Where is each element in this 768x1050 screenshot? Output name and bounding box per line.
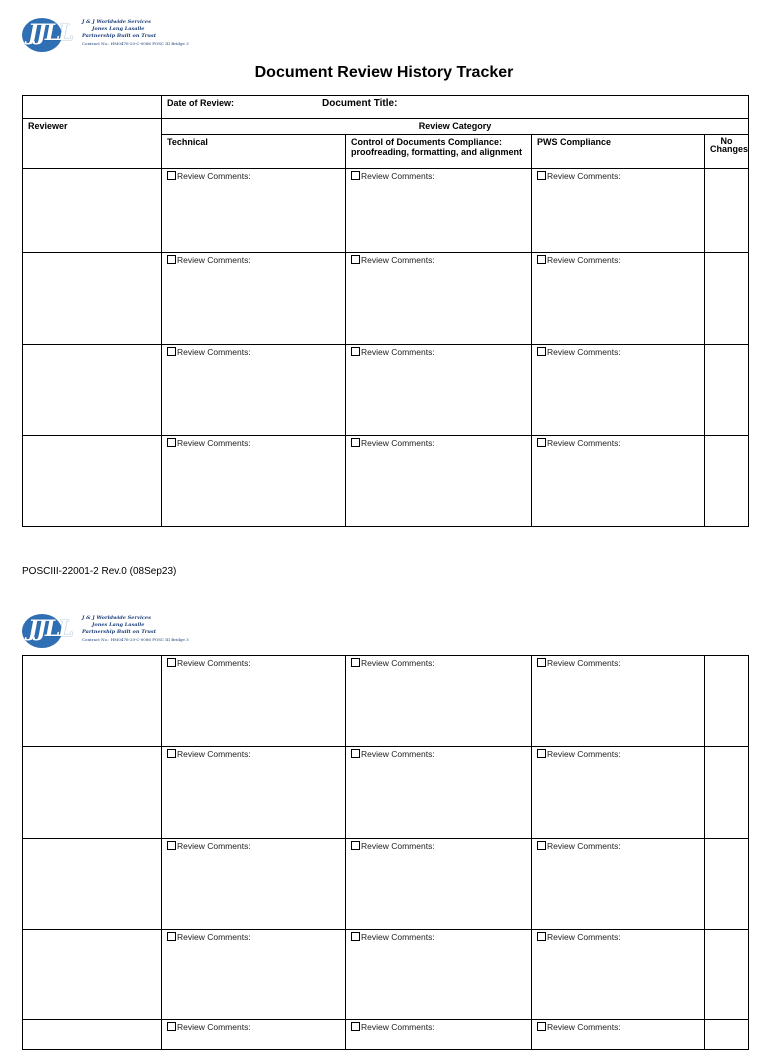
page-title: Document Review History Tracker: [254, 64, 514, 81]
checkbox[interactable]: [351, 171, 360, 180]
control-comment-cell[interactable]: Review Comments:: [346, 169, 532, 253]
technical-comment-cell[interactable]: Review Comments:: [162, 169, 346, 253]
no-changes-cell[interactable]: [705, 747, 749, 839]
checkbox[interactable]: [167, 438, 176, 447]
table-row: [23, 345, 749, 436]
blank-header-cell: [23, 96, 162, 119]
reviewer-cell[interactable]: [23, 656, 162, 747]
document-title-label: Document Title:: [322, 98, 398, 109]
reviewer-cell[interactable]: [23, 1020, 162, 1050]
checkbox[interactable]: [351, 932, 360, 941]
checkbox[interactable]: [167, 932, 176, 941]
checkbox[interactable]: [351, 658, 360, 667]
control-comment-cell[interactable]: Review Comments:: [346, 345, 532, 436]
reviewer-cell[interactable]: [23, 930, 162, 1020]
control-comment-cell[interactable]: Review Comments:: [346, 656, 532, 747]
checkbox[interactable]: [167, 347, 176, 356]
date-title-cell[interactable]: [162, 96, 749, 119]
checkbox[interactable]: [167, 749, 176, 758]
review-tracker-table-continued: [22, 655, 749, 1050]
technical-comment-cell[interactable]: Review Comments:: [162, 1020, 346, 1050]
table-row: [23, 1020, 749, 1050]
table-row: [23, 656, 749, 747]
checkbox[interactable]: [167, 1022, 176, 1031]
control-comment-cell[interactable]: Review Comments:: [346, 436, 532, 527]
checkbox[interactable]: [351, 255, 360, 264]
logo-text: J & J Worldwide Services Jones Lang Lasalle Partnership Built on Trust Contract No.: HM0476-20-C-0086 POSC III Bridge 3: [82, 19, 189, 46]
control-column-header: Control of Documents Compliance: proofreading, formatting, and alignment: [346, 135, 532, 169]
pws-comment-cell[interactable]: Review Comments:: [532, 656, 705, 747]
technical-column-header: Technical: [162, 135, 346, 169]
company-logo: [22, 14, 189, 52]
control-comment-cell[interactable]: Review Comments:: [346, 253, 532, 345]
logo-mark-icon: JJLL: [22, 14, 80, 52]
technical-comment-cell[interactable]: Review Comments:: [162, 253, 346, 345]
no-changes-cell[interactable]: [705, 436, 749, 527]
control-comment-cell[interactable]: Review Comments:: [346, 1020, 532, 1050]
checkbox[interactable]: [167, 658, 176, 667]
pws-comment-cell[interactable]: Review Comments:: [532, 345, 705, 436]
no-changes-cell[interactable]: [705, 169, 749, 253]
no-changes-cell[interactable]: [705, 930, 749, 1020]
technical-comment-cell[interactable]: Review Comments:: [162, 930, 346, 1020]
technical-comment-cell[interactable]: Review Comments:: [162, 436, 346, 527]
review-tracker-table: [22, 95, 749, 527]
checkbox[interactable]: [537, 1022, 546, 1031]
company-logo: [22, 610, 189, 648]
pws-comment-cell[interactable]: Review Comments:: [532, 253, 705, 345]
technical-comment-cell[interactable]: Review Comments:: [162, 839, 346, 930]
reviewer-cell[interactable]: [23, 253, 162, 345]
table-row: [23, 436, 749, 527]
logo-text: J & J Worldwide Services Jones Lang Lasalle Partnership Built on Trust Contract No.: HM0476-20-C-0086 POSC III Bridge 3: [82, 615, 189, 642]
no-changes-column-header: No Changes: [705, 135, 749, 169]
checkbox[interactable]: [351, 1022, 360, 1031]
no-changes-cell[interactable]: [705, 253, 749, 345]
pws-column-header: PWS Compliance: [532, 135, 705, 169]
date-of-review-label: Date of Review:: [167, 98, 235, 108]
reviewer-cell[interactable]: [23, 345, 162, 436]
no-changes-cell[interactable]: [705, 839, 749, 930]
table-row: [23, 747, 749, 839]
checkbox[interactable]: [537, 841, 546, 850]
no-changes-cell[interactable]: [705, 1020, 749, 1050]
checkbox[interactable]: [167, 255, 176, 264]
checkbox[interactable]: [537, 171, 546, 180]
logo-mark-icon: JJLL: [22, 610, 80, 648]
checkbox[interactable]: [351, 347, 360, 356]
control-comment-cell[interactable]: Review Comments:: [346, 930, 532, 1020]
no-changes-cell[interactable]: [705, 656, 749, 747]
checkbox[interactable]: [351, 841, 360, 850]
technical-comment-cell[interactable]: Review Comments:: [162, 345, 346, 436]
checkbox[interactable]: [537, 347, 546, 356]
checkbox[interactable]: [351, 749, 360, 758]
no-changes-cell[interactable]: [705, 345, 749, 436]
table-row: [23, 839, 749, 930]
control-comment-cell[interactable]: Review Comments:: [346, 747, 532, 839]
reviewer-cell[interactable]: [23, 169, 162, 253]
review-category-label: Review Category: [162, 119, 749, 135]
pws-comment-cell[interactable]: Review Comments:: [532, 839, 705, 930]
pws-comment-cell[interactable]: Review Comments:: [532, 169, 705, 253]
reviewer-label: Reviewer: [23, 119, 162, 169]
checkbox[interactable]: [537, 438, 546, 447]
table-row: [23, 930, 749, 1020]
checkbox[interactable]: [537, 658, 546, 667]
technical-comment-cell[interactable]: Review Comments:: [162, 656, 346, 747]
pws-comment-cell[interactable]: Review Comments:: [532, 747, 705, 839]
reviewer-cell[interactable]: [23, 839, 162, 930]
checkbox[interactable]: [167, 841, 176, 850]
checkbox[interactable]: [167, 171, 176, 180]
control-comment-cell[interactable]: Review Comments:: [346, 839, 532, 930]
document-code: POSCIII-22001-2 Rev.0 (08Sep23): [22, 566, 177, 577]
checkbox[interactable]: [351, 438, 360, 447]
table-row: [23, 253, 749, 345]
checkbox[interactable]: [537, 255, 546, 264]
technical-comment-cell[interactable]: Review Comments:: [162, 747, 346, 839]
table-row: [23, 169, 749, 253]
reviewer-cell[interactable]: [23, 436, 162, 527]
checkbox[interactable]: [537, 749, 546, 758]
pws-comment-cell[interactable]: Review Comments:: [532, 1020, 705, 1050]
pws-comment-cell[interactable]: Review Comments:: [532, 930, 705, 1020]
pws-comment-cell[interactable]: Review Comments:: [532, 436, 705, 527]
checkbox[interactable]: [537, 932, 546, 941]
reviewer-cell[interactable]: [23, 747, 162, 839]
